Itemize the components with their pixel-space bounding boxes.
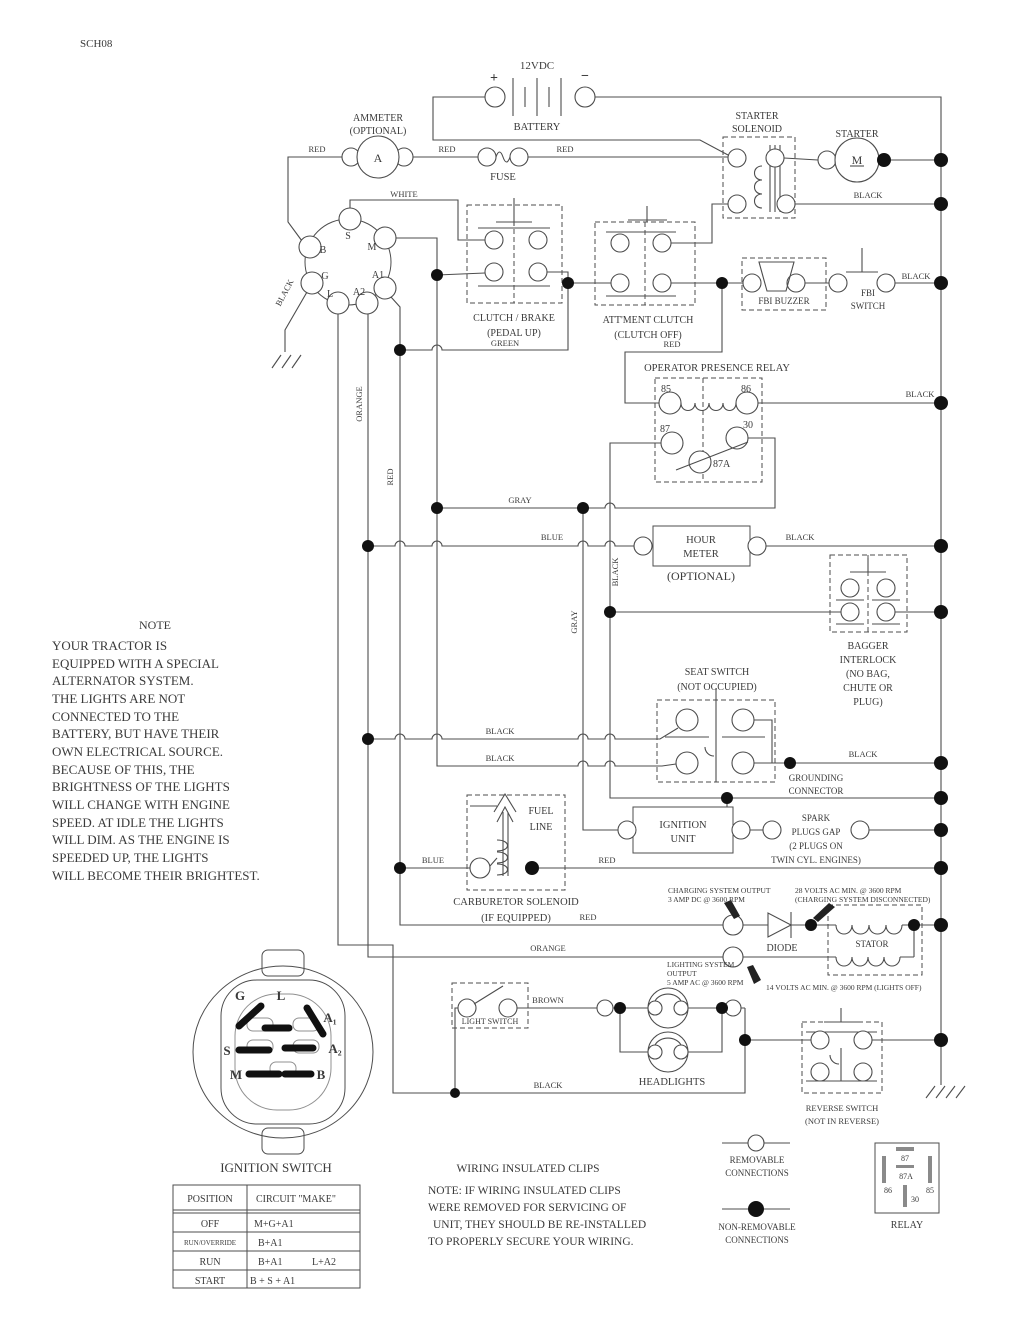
starter-solenoid-label1: STARTER [735, 111, 779, 122]
spark-label-0: SPARK [801, 813, 831, 823]
wire-label-blue: BLUE [540, 532, 564, 542]
fbi-buzzer [742, 258, 826, 310]
fuel-line-label1: FUEL [528, 806, 554, 817]
starter-label: STARTER [835, 129, 879, 140]
spark-plugs [763, 813, 869, 865]
charging-output-label1: CHARGING SYSTEM OUTPUT [668, 886, 771, 895]
wire-label-red: RED [663, 339, 681, 349]
lighting-output-label2: OUTPUT [667, 969, 697, 978]
wire-label-gray: GRAY [569, 610, 579, 634]
wire-label-red: RED [579, 912, 597, 922]
battery-voltage: 12VDC [519, 60, 555, 72]
grounding-connector-label2: CONNECTOR [788, 786, 844, 796]
terminal-b: B [319, 245, 327, 256]
wire-label-red: RED [385, 468, 395, 486]
clips-note-title: WIRING INSULATED CLIPS [456, 1163, 600, 1175]
drawing-terminal-m: M [229, 1067, 243, 1082]
relay-pin-85: 85 [661, 384, 671, 395]
table-row2-position: RUN [199, 1257, 221, 1268]
ignition-unit [618, 807, 750, 853]
spark-label-2: (2 PLUGS ON [789, 841, 843, 851]
drawing-terminal-l: L [276, 988, 286, 1003]
note-line: OWN ELECTRICAL SOURCE. [52, 744, 224, 759]
headlights-label: HEADLIGHTS [638, 1077, 706, 1088]
wire-label-red: RED [598, 855, 616, 865]
hour-meter-label1: HOUR [686, 535, 716, 546]
charging-output-label2: 3 AMP DC @ 3600 RPM [668, 895, 745, 904]
table-row1-position: RUN/OVERRIDE [183, 1239, 237, 1247]
note-line: CONNECTED TO THE [52, 709, 180, 724]
bagger-label-2: (NO BAG, [846, 669, 890, 680]
ignition-switch-connector [299, 208, 396, 314]
charging-spec-label1: 28 VOLTS AC MIN. @ 3600 RPM [795, 886, 902, 895]
seat-switch-label2: (NOT OCCUPIED) [677, 682, 757, 693]
sheet-code: SCH08 [80, 38, 113, 50]
wire-label-black: BLACK [273, 277, 296, 308]
relay-legend-86: 86 [884, 1186, 892, 1195]
terminal-l: L [326, 289, 334, 300]
operator-presence-relay [644, 363, 790, 482]
charging-spec-label2: (CHARGING SYSTEM DISCONNECTED) [795, 895, 931, 904]
relay-pin-87a: 87A [713, 459, 731, 470]
starter-symbol: M [851, 153, 863, 167]
table-row0-circuit: M+G+A1 [254, 1219, 294, 1230]
wire-label-orange: ORANGE [530, 943, 566, 953]
ignition-unit-label1: IGNITION [659, 820, 707, 831]
ammeter [342, 113, 413, 178]
wire-label-black: BLACK [485, 753, 515, 763]
wire-label-black: BLACK [785, 532, 815, 542]
carb-solenoid-label1: CARBURETOR SOLENOID [453, 897, 579, 908]
clutch-brake-switch [467, 198, 562, 339]
terminal-m: M [367, 242, 377, 253]
starter-motor [818, 129, 879, 182]
table-row3-position: START [194, 1276, 226, 1287]
note-line: BATTERY, BUT HAVE THEIR [52, 726, 220, 741]
wire-label-black: BLACK [905, 389, 935, 399]
clips-note-line: UNIT, THEY SHOULD BE RE-INSTALLED [433, 1219, 647, 1231]
starter-solenoid-label2: SOLENOID [732, 124, 782, 135]
drawing-terminal-s: S [223, 1043, 231, 1058]
attachment-clutch-label1: ATT'MENT CLUTCH [602, 315, 694, 326]
battery-symbol [485, 60, 595, 133]
drawing-terminal-b: B [316, 1067, 326, 1082]
fuse [478, 148, 528, 183]
table-col1-header: POSITION [187, 1194, 233, 1205]
terminal-a2: A2 [352, 287, 366, 298]
wire-label-black: BLACK [485, 726, 515, 736]
note-line: EQUIPPED WITH A SPECIAL [52, 656, 219, 671]
wire-label-black: BLACK [610, 557, 620, 587]
ammeter-label: AMMETER [353, 113, 403, 124]
wire-label-black: BLACK [853, 190, 883, 200]
fbi-switch-label2: SWITCH [850, 301, 886, 311]
relay-legend-30: 30 [911, 1195, 919, 1204]
bagger-label-0: BAGGER [847, 641, 889, 652]
light-switch-label: LIGHT SWITCH [461, 1017, 519, 1026]
relay-legend-87: 87 [901, 1154, 909, 1163]
wire-label-red: RED [556, 144, 574, 154]
clips-note-line: NOTE: IF WIRING INSULATED CLIPS [428, 1185, 621, 1197]
ammeter-optional: (OPTIONAL) [349, 126, 407, 137]
table-row2-extra: L+A2 [312, 1257, 336, 1268]
clutch-brake-label1: CLUTCH / BRAKE [473, 313, 555, 324]
bagger-label-3: CHUTE OR [843, 683, 893, 694]
table-row2-circuit: B+A1 [258, 1257, 283, 1268]
connection-legend [718, 1135, 796, 1245]
fuel-line-label2: LINE [529, 822, 553, 833]
note-line: BRIGHTNESS OF THE LIGHTS [52, 779, 230, 794]
ignition-unit-label2: UNIT [670, 834, 696, 845]
fbi-switch-label1: FBI [860, 288, 876, 298]
battery-minus: − [581, 69, 589, 84]
relay-pin-87: 87 [660, 424, 670, 435]
operator-relay-title: OPERATOR PRESENCE RELAY [644, 363, 790, 374]
hour-meter [634, 526, 766, 583]
lighting-spec-label: 14 VOLTS AC MIN. @ 3600 RPM (LIGHTS OFF) [766, 983, 922, 992]
note-line: BECAUSE OF THIS, THE [52, 762, 195, 777]
wire-label-white: WHITE [390, 189, 418, 199]
lighting-output-label3: 5 AMP AC @ 3600 RPM [667, 978, 744, 987]
note-title: NOTE [139, 618, 171, 632]
wire-label-orange: ORANGE [354, 386, 364, 422]
fuse-label: FUSE [490, 172, 516, 183]
attachment-clutch-switch [595, 206, 695, 341]
battery-label: BATTERY [513, 122, 561, 133]
grounding-connector-label1: GROUNDING [788, 773, 844, 783]
carburetor-solenoid [453, 794, 579, 924]
clips-note-line: WERE REMOVED FOR SERVICING OF [428, 1202, 627, 1214]
ignition-switch-drawing [193, 950, 373, 1154]
fbi-switch [829, 248, 895, 311]
relay-pin-86: 86 [741, 384, 751, 395]
wire-label-black: BLACK [533, 1080, 563, 1090]
relay-legend-87a: 87A [899, 1172, 913, 1181]
wire-label-blue: BLUE [421, 855, 445, 865]
wire-label-red: RED [308, 144, 326, 154]
wire-label-black: BLACK [848, 749, 878, 759]
lighting-spec-arrow-icon [747, 965, 761, 984]
note-line: THE LIGHTS ARE NOT [52, 691, 186, 706]
note-block [52, 618, 260, 883]
light-switch [452, 983, 528, 1028]
spark-label-1: PLUGS GAP [791, 827, 841, 837]
lighting-output-label1: LIGHTING SYSTEM [667, 960, 735, 969]
spark-label-3: TWIN CYL. ENGINES) [771, 855, 861, 865]
note-line: SPEED. AT IDLE THE LIGHTS [52, 815, 224, 830]
hour-meter-label2: METER [683, 549, 719, 560]
wire-label-green: GREEN [490, 338, 520, 348]
relay-pin-30: 30 [743, 420, 753, 431]
stator [828, 905, 922, 975]
seat-switch [657, 667, 775, 782]
bagger-label-4: PLUG) [853, 697, 883, 708]
note-line: WILL CHANGE WITH ENGINE [52, 797, 230, 812]
table-row3-circuit: B + S + A1 [250, 1276, 296, 1287]
relay-legend-85: 85 [926, 1186, 934, 1195]
wire-label-gray: GRAY [508, 495, 532, 505]
reverse-switch-label1: REVERSE SWITCH [805, 1103, 879, 1113]
ignition-switch-drawing-label: IGNITION SWITCH [220, 1160, 332, 1175]
removable-label1: REMOVABLE [729, 1155, 785, 1165]
clutch-brake-label2: (PEDAL UP) [487, 328, 541, 339]
note-line: SPEEDED UP, THE LIGHTS [52, 850, 209, 865]
relay-legend-label: RELAY [890, 1220, 924, 1231]
wire-label-red: RED [438, 144, 456, 154]
note-line: WILL DIM. AS THE ENGINE IS [52, 832, 230, 847]
battery-plus: + [490, 71, 498, 86]
bagger-label-1: INTERLOCK [839, 655, 897, 666]
table-row1-circuit: B+A1 [258, 1238, 283, 1249]
starter-solenoid [723, 111, 795, 218]
ignition-switch-table [173, 1185, 360, 1288]
hour-meter-optional: (OPTIONAL) [667, 569, 735, 583]
stator-label: STATOR [855, 939, 889, 949]
reverse-switch-label2: (NOT IN REVERSE) [805, 1116, 879, 1126]
note-line: ALTERNATOR SYSTEM. [52, 673, 194, 688]
terminal-a1: A1 [371, 270, 385, 281]
attachment-clutch-label2: (CLUTCH OFF) [614, 330, 682, 341]
terminal-g: G [321, 271, 329, 282]
drawing-terminal-a1: A₁ [323, 1010, 337, 1025]
wire-label-brown: BROWN [532, 995, 564, 1005]
non-removable-label1: NON-REMOVABLE [718, 1222, 796, 1232]
note-line: YOUR TRACTOR IS [52, 638, 168, 653]
diode-label: DIODE [766, 943, 798, 954]
table-col2-header: CIRCUIT "MAKE" [256, 1194, 336, 1205]
clips-note-line: TO PROPERLY SECURE YOUR WIRING. [428, 1236, 634, 1248]
carb-solenoid-label2: (IF EQUIPPED) [481, 913, 551, 924]
note-line: WILL BECOME THEIR BRIGHTEST. [52, 868, 260, 883]
table-row0-position: OFF [200, 1219, 220, 1230]
removable-label2: CONNECTIONS [725, 1168, 789, 1178]
reverse-switch [802, 1008, 882, 1126]
charging-spec-arrow-icon [813, 903, 835, 922]
ammeter-symbol: A [373, 151, 383, 165]
drawing-terminal-a2: A₂ [328, 1041, 342, 1056]
seat-switch-label1: SEAT SWITCH [684, 667, 750, 678]
clips-note [428, 1163, 646, 1248]
fbi-buzzer-label: FBI BUZZER [758, 296, 810, 306]
bagger-interlock [830, 555, 907, 708]
non-removable-label2: CONNECTIONS [725, 1235, 789, 1245]
wire-label-black: BLACK [901, 271, 931, 281]
relay-legend [875, 1143, 939, 1231]
terminal-s: S [345, 231, 351, 242]
drawing-terminal-g: G [234, 988, 246, 1003]
